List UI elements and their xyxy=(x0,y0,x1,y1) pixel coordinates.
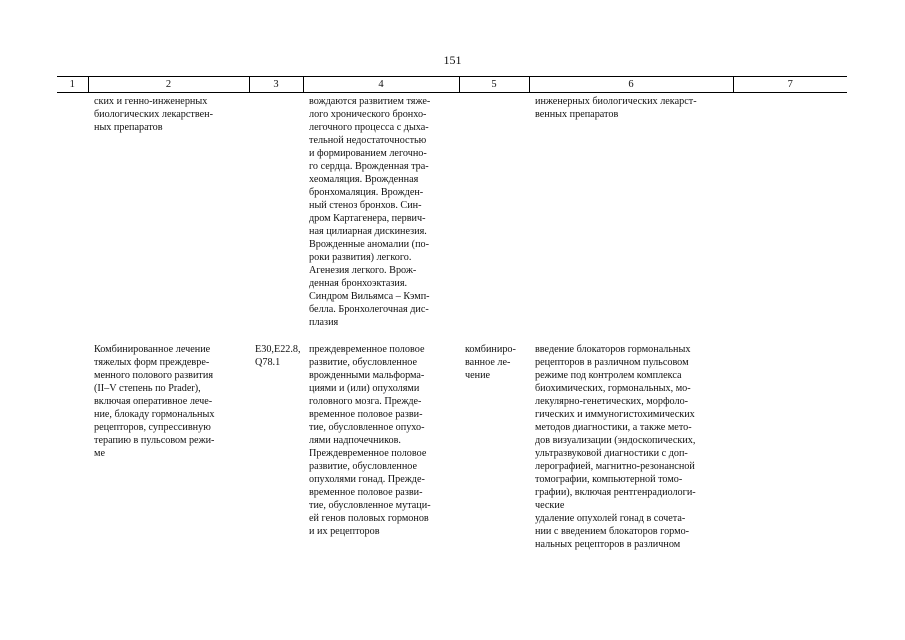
cell-treatment-method: Комбинированное лечение тяжелых форм преждевре- менного полового развития (II–V степень по Prader), включая оперативное лече- ние, блокаду гормональных рецепторов, супрессивную терапию в пульсовом режи- ме xyxy=(94,344,215,459)
cell-treatment-type xyxy=(459,93,529,344)
cell-number xyxy=(57,93,88,344)
cell-icd-codes xyxy=(249,93,303,344)
cell-diagnosis: преждевременное половое развитие, обусловленное врожденными мальформа- циями и (или) опухолями головного мозга. Прежде- временное половое разви- тие, обусловленное опухо- лями надпочечников. Преждевременное половое развитие, обусловленное опухолями гонад. Прежде- временное половое разви- тие, обусловленное мутаци- ей генов половых гормонов и их рецепторов xyxy=(309,344,431,537)
cell-treatment-type: комбиниро- ванное ле- чение xyxy=(465,344,516,381)
column-header-7: 7 xyxy=(733,77,847,93)
table-row xyxy=(57,93,847,344)
column-header-3: 3 xyxy=(249,77,303,93)
icd-code: E22.8, xyxy=(273,344,301,355)
column-header-6: 6 xyxy=(529,77,733,93)
cell-standard xyxy=(733,343,847,551)
cell-treatment-method: ских и генно-инженерных биологических лекарствен- ных препаратов xyxy=(94,96,213,133)
cell-diagnosis: вождаются развитием тяже- лого хронического бронхо- легочного процесса с дыха- тельной недостаточностью и формированием легочно- го сердца. Врожденная тра- хеомаляция. Врожденная бронхомаляция. Врожден- ный стеноз бронхов. Син- дром Картагенера, первич- ная цилиарная дискинезия. Врожденные аномалии (по- роки развития) легкого. Агенезия легкого. Врож- денная бронхоэктазия. Синдром Вильямса – Кэмп- белла. Бронхолегочная дис- плазия xyxy=(309,96,431,328)
column-header-2: 2 xyxy=(88,77,249,93)
page-number: 151 xyxy=(443,53,462,67)
cell-icd-codes xyxy=(249,343,303,551)
column-header-1: 1 xyxy=(57,77,88,93)
cell-standard xyxy=(733,93,847,344)
column-number-header-row xyxy=(57,77,847,93)
medical-care-table xyxy=(57,76,847,551)
column-header-5: 5 xyxy=(459,77,529,93)
icd-code: E30, xyxy=(255,344,274,355)
cell-treatment-description: инженерных биологических лекарст- венных препаратов xyxy=(535,96,697,120)
cell-number xyxy=(57,343,88,551)
column-header-4: 4 xyxy=(303,77,459,93)
table-row xyxy=(57,343,847,551)
cell-treatment-description: введение блокаторов гормональных рецепторов в различном пульсовом режиме под контролем комплекса биохимических, гормональных, мо- лекулярно-генетических, морфоло- гических и иммуногистохимических методов диагностики, а также мето- дов визуализации (эндоскопических, ультразвуковой диагностики с доп- лерографией, магнитно-резонансной томографии, компьютерной томо- графии), включая рентгенрадиологи- ческие удаление опухолей гонад в сочета- нии с введением блокаторов гормо- нальных рецепторов в различном xyxy=(535,344,696,550)
icd-code: Q78.1 xyxy=(255,357,281,368)
